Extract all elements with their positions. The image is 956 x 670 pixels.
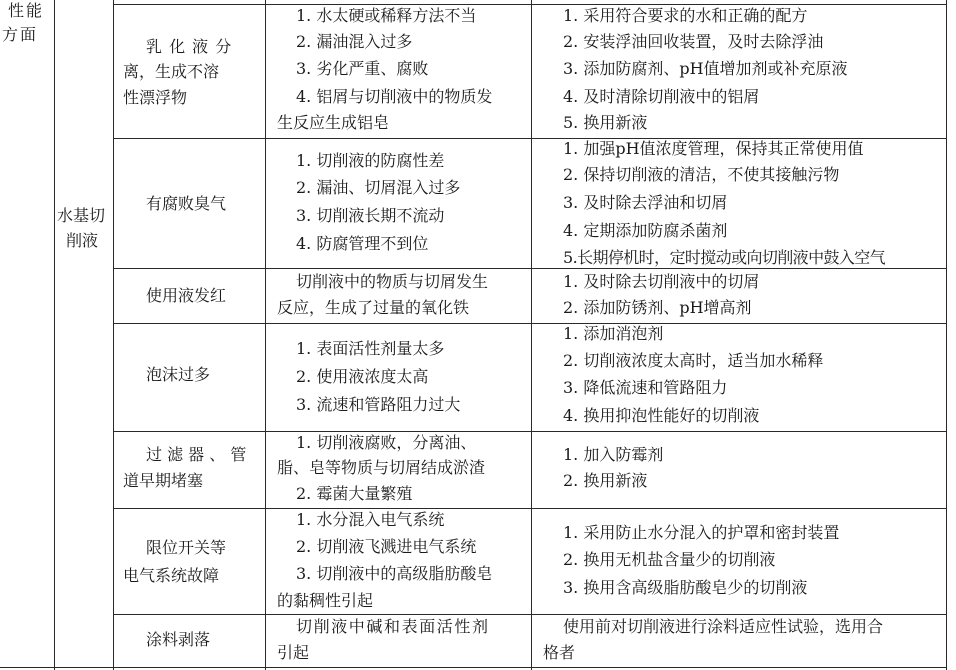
remedy-text: 3. 添加防腐剂、pH值增加剂或补充原液 [563,59,848,78]
problem-text: 过 滤 器 、 管 [146,445,247,464]
remedy-text: 5. 换用新液 [563,113,648,132]
cause-text: 反应，生成了过量的氧化铁 [277,298,470,317]
remedy-text: 2. 添加防锈剂、pH增高剂 [563,298,752,317]
row-divider [113,431,947,432]
cause-text: 2. 切削液飞溅进电气系统 [296,537,477,556]
cause-text: 的黏稠性引起 [277,591,374,610]
cause-text: 2. 漏油、切屑混入过多 [296,178,461,197]
remedy-text: 5.长期停机时，定时搅动或向切削液中鼓入空气 [563,248,886,267]
table-divider-problem [265,0,266,670]
row-divider [113,4,947,5]
cause-text: 引起 [277,643,310,662]
remedy-text: 2. 安装浮油回收装置，及时去除浮油 [563,32,824,51]
cause-text: 1. 表面活性剂量太多 [296,339,445,358]
cause-text: 1. 切削液的防腐性差 [296,151,445,170]
remedy-text: 使用前对切削液进行涂料适应性试验，选用合 [563,617,884,636]
group-label-line2: 削液 [66,231,99,250]
cause-text: 4. 防腐管理不到位 [296,234,429,253]
table-border-left [54,0,55,670]
cause-text: 切削液中的物质与切屑发生 [296,272,489,291]
remedy-text: 3. 及时除去浮油和切屑 [563,193,728,212]
cause-text: 1. 水分混入电气系统 [296,510,445,529]
remedy-text: 4. 换用抑泡性能好的切削液 [563,406,760,425]
problem-text: 限位开关等 [146,538,227,557]
remedy-text: 2. 保持切削液的清洁，不使其接触污物 [563,165,840,184]
cause-text: 4. 铝屑与切削液中的物质发 [296,87,493,106]
problem-text: 有腐败臭气 [146,194,227,213]
cause-text: 生反应生成铝皂 [277,113,390,132]
category-label-line2: 方面 [2,25,39,44]
problem-text: 涂料剥落 [146,630,211,649]
remedy-text: 1. 添加消泡剂 [563,324,664,343]
remedy-text: 3. 换用含高级脂肪酸皂少的切削液 [563,578,808,597]
cause-text: 切削液中碱和表面活性剂 [296,617,490,636]
problem-text: 泡沫过多 [146,365,211,384]
cause-text: 3. 切削液长期不流动 [296,206,445,225]
cause-text: 1. 水太硬或稀释方法不当 [296,6,477,25]
row-divider [113,323,947,324]
cause-text: 2. 使用液浓度太高 [296,367,429,386]
remedy-text: 2. 切削液浓度太高时，适当加水稀释 [563,351,824,370]
table-border-right [946,0,947,670]
remedy-text: 格者 [543,643,576,662]
cause-text: 2. 漏油混入过多 [296,32,413,51]
cause-text: 3. 切削液中的高级脂肪酸皂 [296,564,493,583]
remedy-text: 1. 加入防霉剂 [563,445,664,464]
problem-text: 电气系统故障 [123,566,220,585]
cause-text: 1. 切削液腐败，分离油、 [296,433,477,452]
row-divider [113,508,947,509]
remedy-text: 4. 定期添加防腐杀菌剂 [563,221,728,240]
remedy-text: 1. 及时除去切削液中的切屑 [563,272,760,291]
problem-text: 道早期堵塞 [123,471,204,490]
table-border-bottom [0,667,947,668]
cause-text: 2. 霉菌大量繁殖 [296,484,413,503]
cause-text: 3. 劣化严重、腐败 [296,59,429,78]
remedy-text: 2. 换用无机盐含量少的切削液 [563,550,776,569]
problem-text: 性漂浮物 [123,88,188,107]
table-divider-group [113,0,114,670]
problem-text: 离，生成不溶 [123,62,220,81]
problem-text: 使用液发红 [146,286,227,305]
table-divider-cause [531,0,532,670]
problem-text: 乳 化 液 分 [146,37,233,56]
remedy-text: 2. 换用新液 [563,471,648,490]
remedy-text: 1. 采用防止水分混入的护罩和密封装置 [563,523,840,542]
remedy-text: 3. 降低流速和管路阻力 [563,378,728,397]
cause-text: 脂、皂等物质与切屑结成淤渣 [277,458,486,477]
remedy-text: 4. 及时清除切削液中的铝屑 [563,87,760,106]
cause-text: 3. 流速和管路阻力过大 [296,395,461,414]
category-label-line1: 性能 [8,1,45,20]
remedy-text: 1. 加强pH值浓度管理，保持其正常使用值 [563,139,864,158]
remedy-text: 1. 采用符合要求的水和正确的配方 [563,6,808,25]
group-label-line1: 水基切 [57,206,106,225]
